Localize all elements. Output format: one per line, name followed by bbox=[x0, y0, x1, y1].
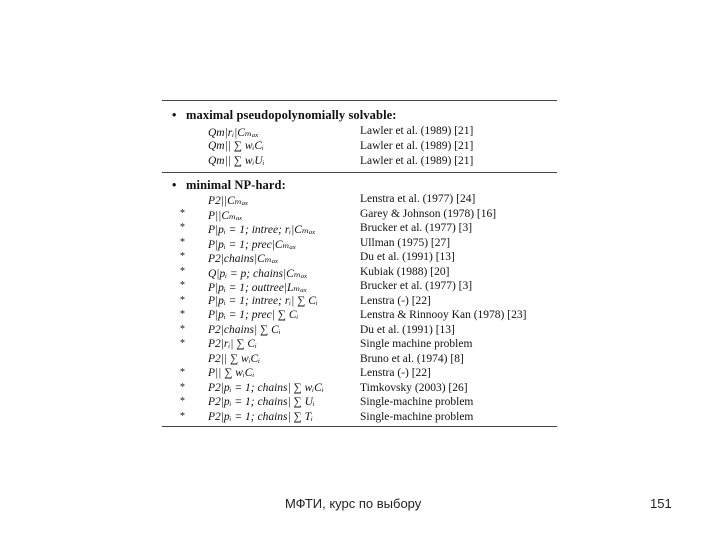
problem-notation: P|pᵢ = 1; intree; rᵢ|Cₘₐₓ bbox=[208, 224, 316, 236]
heading-text: minimal NP-hard: bbox=[186, 178, 286, 192]
bullet-icon: • bbox=[172, 108, 177, 122]
footer-page-number: 151 bbox=[650, 496, 672, 511]
np-hard-star-marker: * bbox=[180, 280, 185, 291]
reference: Lawler et al. (1989) [21] bbox=[360, 140, 474, 152]
reference: Brucker et al. (1977) [3] bbox=[360, 280, 473, 292]
reference: Garey & Johnson (1978) [16] bbox=[360, 207, 497, 220]
heading-text: maximal pseudopolynomially solvable: bbox=[186, 108, 397, 122]
reference: Lawler et al. (1989) [21] bbox=[360, 125, 474, 137]
reference: Single-machine problem bbox=[360, 410, 474, 423]
problem-notation: P||Cₘₐₓ bbox=[208, 209, 243, 222]
reference: Single machine problem bbox=[360, 338, 473, 350]
problem-notation: P2|rᵢ| ∑ Cᵢ bbox=[208, 338, 257, 350]
rule-middle bbox=[162, 172, 557, 173]
reference: Lenstra (-) [22] bbox=[360, 367, 431, 379]
np-hard-star-marker: * bbox=[180, 265, 185, 277]
reference: Bruno et al. (1974) [8] bbox=[360, 352, 464, 365]
problem-notation: P|pᵢ = 1; prec|Cₘₐₓ bbox=[208, 238, 297, 251]
problem-notation: Qm|rᵢ|Cₘₐₓ bbox=[208, 127, 259, 139]
np-hard-star-marker: * bbox=[180, 381, 185, 393]
rule-bottom bbox=[162, 426, 557, 427]
reference: Lenstra (-) [22] bbox=[360, 294, 431, 307]
reference: Du et al. (1991) [13] bbox=[360, 251, 455, 263]
np-hard-star-marker: * bbox=[180, 396, 185, 407]
rule-top bbox=[162, 100, 557, 101]
reference: Single-machine problem bbox=[360, 396, 474, 408]
problem-notation: P|pᵢ = 1; outtree|Lₘₐₓ bbox=[208, 282, 308, 294]
np-hard-star-marker: * bbox=[180, 251, 185, 262]
reference: Kubiak (1988) [20] bbox=[360, 265, 450, 278]
reference: Lenstra et al. (1977) [24] bbox=[360, 193, 476, 205]
np-hard-star-marker: * bbox=[180, 222, 185, 233]
problem-notation: P|pᵢ = 1; intree; rᵢ| ∑ Cᵢ bbox=[208, 294, 318, 307]
problem-notation: P2|| ∑ wᵢCᵢ bbox=[208, 352, 261, 365]
section-heading-pseudopoly bbox=[172, 108, 397, 123]
np-hard-star-marker: * bbox=[180, 236, 185, 248]
reference: Lawler et al. (1989) [21] bbox=[360, 155, 474, 167]
problem-notation: P2|chains|Cₘₐₓ bbox=[208, 253, 279, 265]
problem-notation: Q|pᵢ = p; chains|Cₘₐₓ bbox=[208, 267, 308, 280]
np-hard-star-marker: * bbox=[180, 294, 185, 306]
np-hard-star-marker: * bbox=[180, 323, 185, 335]
np-hard-star-marker: * bbox=[180, 338, 185, 349]
np-hard-star-marker: * bbox=[180, 309, 185, 320]
footer-course: МФТИ, курс по выбору bbox=[285, 496, 422, 511]
np-hard-star-marker: * bbox=[180, 367, 185, 378]
section-heading-np-hard bbox=[172, 178, 286, 193]
reference: Timkovsky (2003) [26] bbox=[360, 381, 468, 394]
problem-notation: P|| ∑ wᵢCᵢ bbox=[208, 367, 255, 379]
problem-notation: P2|pᵢ = 1; chains| ∑ wᵢCᵢ bbox=[208, 381, 324, 394]
problem-notation: P2||Cₘₐₓ bbox=[208, 195, 249, 207]
problem-notation: P2|pᵢ = 1; chains| ∑ Uᵢ bbox=[208, 396, 315, 408]
problem-notation: P|pᵢ = 1; prec| ∑ Cᵢ bbox=[208, 309, 299, 321]
np-hard-star-marker: * bbox=[180, 410, 185, 422]
reference: Lenstra & Rinnooy Kan (1978) [23] bbox=[360, 309, 527, 321]
problem-notation: Qm|| ∑ wᵢUᵢ bbox=[208, 155, 265, 167]
reference: Du et al. (1991) [13] bbox=[360, 323, 455, 336]
bullet-icon: • bbox=[172, 178, 177, 192]
problem-notation: P2|chains| ∑ Cᵢ bbox=[208, 323, 281, 336]
problem-notation: Qm|| ∑ wᵢCᵢ bbox=[208, 140, 264, 152]
reference: Ullman (1975) [27] bbox=[360, 236, 451, 249]
reference: Brucker et al. (1977) [3] bbox=[360, 222, 473, 234]
np-hard-star-marker: * bbox=[180, 207, 185, 219]
problem-notation: P2|pᵢ = 1; chains| ∑ Tᵢ bbox=[208, 410, 313, 423]
